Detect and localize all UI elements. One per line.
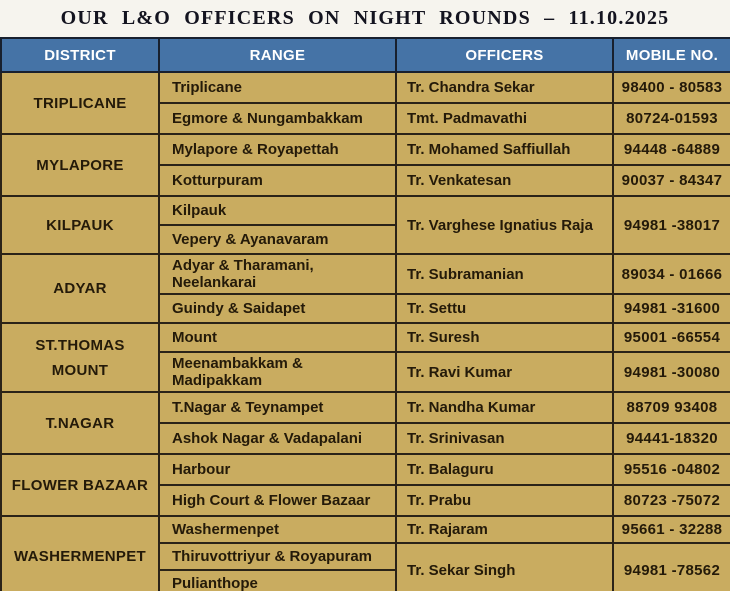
- officer-cell: Tr. Mohamed Saffiullah: [396, 134, 613, 165]
- range-cell: Mylapore & Royapettah: [159, 134, 396, 165]
- officer-cell: Tr. Settu: [396, 294, 613, 323]
- range-cell: Mount: [159, 323, 396, 352]
- district-cell: WASHERMENPET: [1, 516, 159, 591]
- mobile-cell: 94981 -78562: [613, 543, 730, 591]
- mobile-cell: 94441-18320: [613, 423, 730, 454]
- range-cell: Harbour: [159, 454, 396, 485]
- range-cell: T.Nagar & Teynampet: [159, 392, 396, 423]
- mobile-cell: 89034 - 01666: [613, 254, 730, 294]
- officers-table: [0, 37, 730, 591]
- range-cell: Washermenpet: [159, 516, 396, 543]
- table-row: [1, 323, 730, 352]
- range-cell: Pulianthope: [159, 570, 396, 591]
- district-cell: MYLAPORE: [1, 134, 159, 196]
- officer-cell: Tr. Varghese Ignatius Raja: [396, 196, 613, 254]
- officer-cell: Tr. Nandha Kumar: [396, 392, 613, 423]
- mobile-cell: 94981 -31600: [613, 294, 730, 323]
- officer-cell: Tr. Prabu: [396, 485, 613, 516]
- mobile-cell: 98400 - 80583: [613, 72, 730, 103]
- mobile-cell: 88709 93408: [613, 392, 730, 423]
- range-cell: Kilpauk: [159, 196, 396, 225]
- table-row: [1, 196, 730, 225]
- district-cell: TRIPLICANE: [1, 72, 159, 134]
- mobile-cell: 94981 -30080: [613, 352, 730, 392]
- range-cell: Meenambakkam & Madipakkam: [159, 352, 396, 392]
- mobile-cell: 95001 -66554: [613, 323, 730, 352]
- column-header-range: RANGE: [159, 38, 396, 72]
- range-cell: Ashok Nagar & Vadapalani: [159, 423, 396, 454]
- column-header-mobile: MOBILE NO.: [613, 38, 730, 72]
- officer-cell: Tr. Srinivasan: [396, 423, 613, 454]
- column-header-officers: OFFICERS: [396, 38, 613, 72]
- table-row: [1, 254, 730, 294]
- range-cell: Adyar & Tharamani, Neelankarai: [159, 254, 396, 294]
- title-band: [0, 0, 730, 37]
- officer-cell: Tr. Sekar Singh: [396, 543, 613, 591]
- officer-cell: Tr. Chandra Sekar: [396, 72, 613, 103]
- officer-cell: Tr. Subramanian: [396, 254, 613, 294]
- range-cell: Guindy & Saidapet: [159, 294, 396, 323]
- column-header-district: DISTRICT: [1, 38, 159, 72]
- table-row: [1, 392, 730, 423]
- range-cell: Vepery & Ayanavaram: [159, 225, 396, 254]
- range-cell: Triplicane: [159, 72, 396, 103]
- mobile-cell: 90037 - 84347: [613, 165, 730, 196]
- district-cell: KILPAUK: [1, 196, 159, 254]
- table-header-row: [1, 38, 730, 72]
- officer-cell: Tr. Ravi Kumar: [396, 352, 613, 392]
- officer-cell: Tr. Balaguru: [396, 454, 613, 485]
- officer-cell: Tmt. Padmavathi: [396, 103, 613, 134]
- page-title: OUR L&O OFFICERS ON NIGHT ROUNDS – 11.10.2025: [60, 7, 670, 29]
- range-cell: Egmore & Nungambakkam: [159, 103, 396, 134]
- range-cell: Kotturpuram: [159, 165, 396, 196]
- mobile-cell: 95516 -04802: [613, 454, 730, 485]
- mobile-cell: 80724-01593: [613, 103, 730, 134]
- mobile-cell: 80723 -75072: [613, 485, 730, 516]
- district-cell: ADYAR: [1, 254, 159, 323]
- district-cell: FLOWER BAZAAR: [1, 454, 159, 516]
- officer-cell: Tr. Rajaram: [396, 516, 613, 543]
- district-cell: T.NAGAR: [1, 392, 159, 454]
- table-row: [1, 454, 730, 485]
- officer-cell: Tr. Suresh: [396, 323, 613, 352]
- range-cell: Thiruvottriyur & Royapuram: [159, 543, 396, 570]
- district-cell: ST.THOMAS MOUNT: [1, 323, 159, 392]
- table-row: [1, 134, 730, 165]
- table-row: [1, 516, 730, 543]
- table-row: [1, 72, 730, 103]
- mobile-cell: 94981 -38017: [613, 196, 730, 254]
- mobile-cell: 94448 -64889: [613, 134, 730, 165]
- mobile-cell: 95661 - 32288: [613, 516, 730, 543]
- officer-cell: Tr. Venkatesan: [396, 165, 613, 196]
- range-cell: High Court & Flower Bazaar: [159, 485, 396, 516]
